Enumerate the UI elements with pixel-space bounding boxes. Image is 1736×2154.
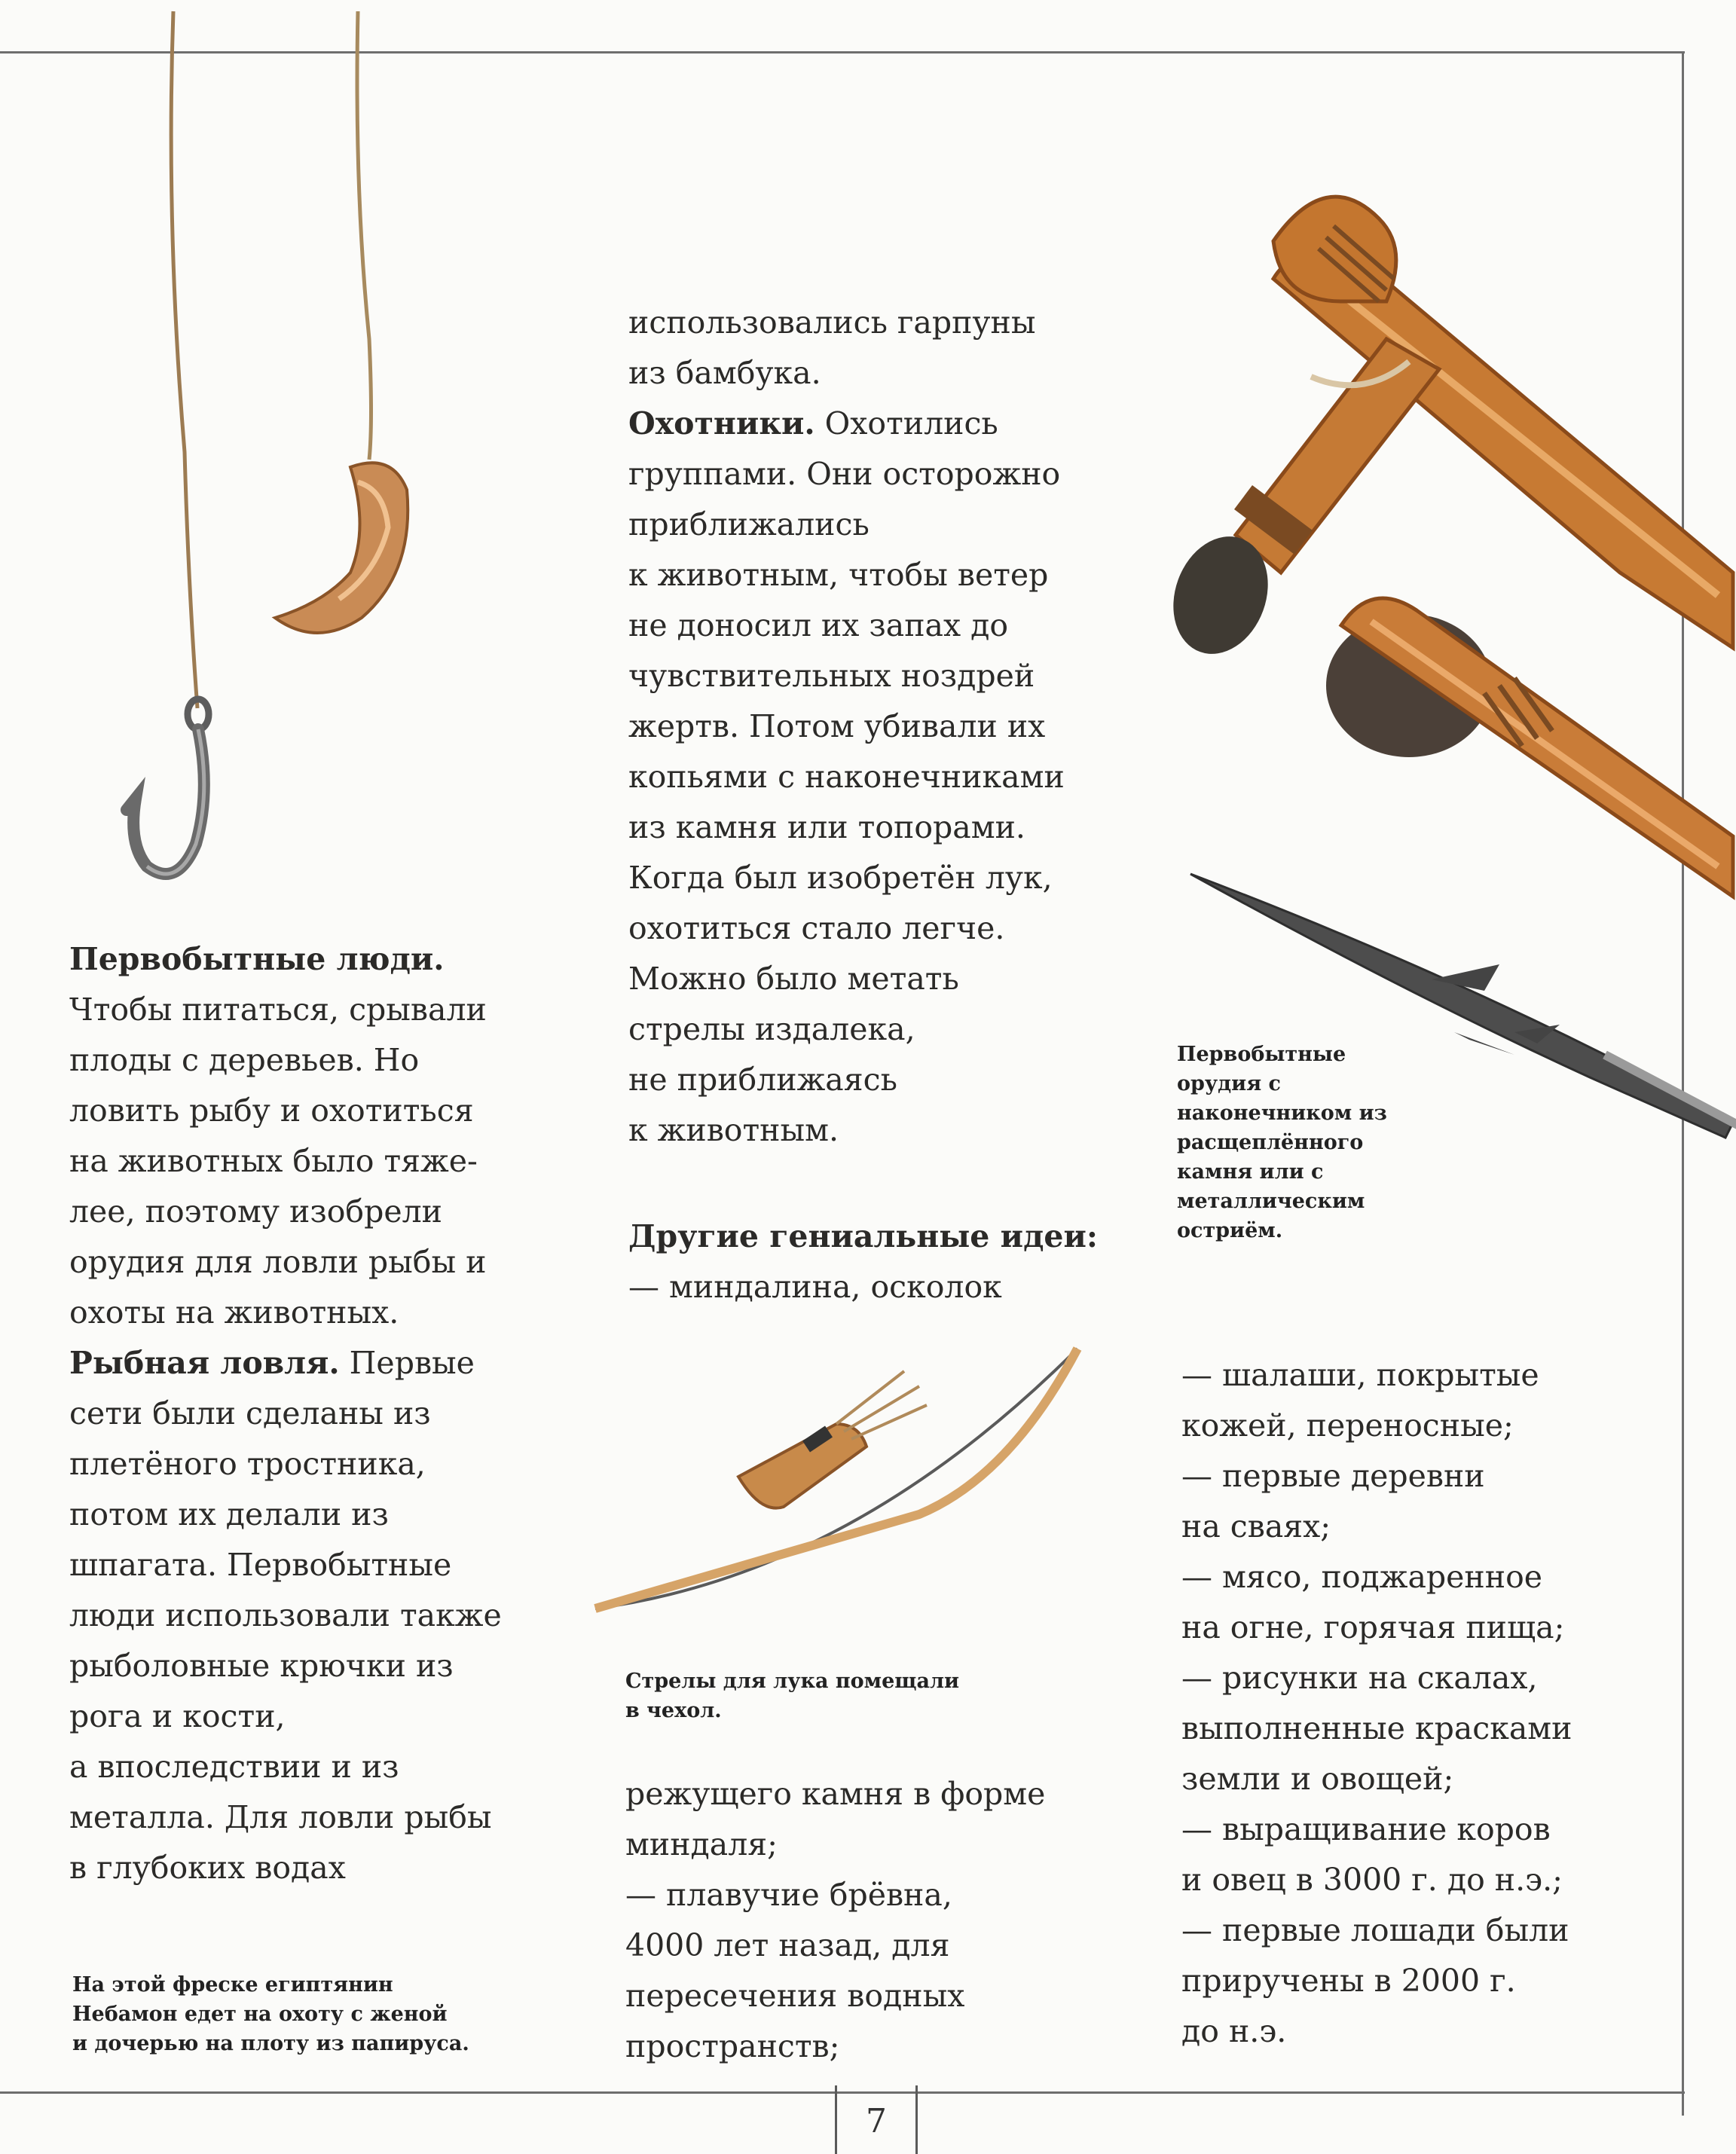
text-line: металла. Для ловли рыбы [69, 1799, 492, 1835]
text-line: из бамбука. [628, 355, 821, 391]
text-line: — рисунки на скалах, [1181, 1660, 1538, 1696]
section-heading-hunters: Охотники. [628, 405, 815, 441]
caption-line: наконечником из [1177, 1101, 1387, 1125]
text-line: земли и овощей; [1181, 1761, 1454, 1797]
caption-line: остриём. [1177, 1219, 1283, 1242]
text-line: приручены в 2000 г. [1181, 1963, 1516, 1999]
text-line: группами. Они осторожно [628, 456, 1061, 492]
text-line: — мясо, поджаренное [1181, 1559, 1543, 1595]
text-line: — первые деревни [1181, 1458, 1485, 1494]
text-line: из камня или топорами. [628, 809, 1025, 845]
text-line: плоды с деревьев. Но [69, 1042, 420, 1078]
middle-column-top [628, 298, 1065, 1156]
text-line: — миндалина, осколок [628, 1269, 1002, 1305]
text-line: на животных было тяже- [69, 1143, 478, 1179]
text-line: потом их делали из [69, 1496, 389, 1532]
text-line: миндаля; [625, 1826, 778, 1862]
text-line: — первые лошади были [1181, 1912, 1569, 1948]
text-line: лее, поэтому изобрели [69, 1193, 442, 1230]
caption-line: орудия с [1177, 1072, 1281, 1095]
left-column [69, 934, 502, 1893]
text-line: рога и кости, [69, 1698, 286, 1734]
section-heading-other-ideas: Другие гениальные идеи: [628, 1218, 1099, 1254]
text-line: выполненные красками [1181, 1710, 1572, 1746]
text-line: шпагата. Первобытные [69, 1547, 452, 1583]
page-number-box [835, 2085, 918, 2154]
metal-hook-illustration [113, 0, 234, 904]
text-line: на сваях; [1181, 1508, 1331, 1544]
text-line: — плавучие брёвна, [625, 1877, 952, 1913]
text-line: охотиться стало легче. [628, 910, 1005, 946]
text-line: использовались гарпуны [628, 304, 1036, 341]
text-line: Можно было метать [628, 961, 959, 997]
text-line: люди использовали также [69, 1597, 502, 1633]
text-line: в глубоких водах [69, 1850, 346, 1886]
middle-column-bottom [625, 1769, 1045, 2072]
section-heading-primitive-people: Первобытные люди. [69, 941, 445, 977]
text-line: стрелы издалека, [628, 1011, 915, 1047]
text-line: орудия для ловли рыбы и [69, 1244, 487, 1280]
text-line: а впоследствии и из [69, 1749, 399, 1785]
text-line: сети были сделаны из [69, 1395, 431, 1431]
text-line: пересечения водных [625, 1978, 965, 2014]
caption-line: На этой фреске египтянин [72, 1973, 393, 1997]
text-line: до н.э. [1181, 2013, 1287, 2049]
caption-line: Небамон едет на охоту с женой [72, 2003, 448, 2026]
text-line: Чтобы питаться, срывали [69, 991, 487, 1028]
text-line: и овец в 3000 г. до н.э.; [1181, 1862, 1563, 1898]
text-line: Первые [339, 1345, 475, 1381]
text-line: к животным. [628, 1112, 839, 1148]
caption-fresco [72, 1970, 469, 2058]
caption-line: металлическим [1177, 1190, 1365, 1213]
text-line: — выращивание коров [1181, 1811, 1551, 1847]
caption-line: камня или с [1177, 1160, 1324, 1184]
text-line: кожей, переносные; [1181, 1407, 1514, 1444]
section-heading-fishing: Рыбная ловля. [69, 1345, 340, 1381]
caption-bow [625, 1667, 959, 1725]
text-line: не приближаясь [628, 1062, 897, 1098]
text-line: к животным, чтобы ветер [628, 557, 1049, 593]
page-number: 7 [866, 2102, 887, 2140]
text-line: чувствительных ноздрей [628, 658, 1035, 694]
text-line: не доносил их запах до [628, 607, 1009, 643]
text-line: копьями с наконечниками [628, 759, 1065, 795]
text-line: ловить рыбу и охотиться [69, 1092, 474, 1129]
text-line: — шалаши, покрытые [1181, 1357, 1539, 1393]
text-line: жертв. Потом убивали их [628, 708, 1046, 744]
caption-line: Стрелы для лука помещали [625, 1670, 960, 1693]
text-line: пространств; [625, 2028, 840, 2064]
text-line: режущего камня в форме [625, 1776, 1046, 1812]
text-line: приближались [628, 506, 870, 542]
text-line: плетёного тростника, [69, 1446, 426, 1482]
caption-tools [1177, 1040, 1387, 1245]
horn-hook-illustration [264, 0, 429, 655]
bow-quiver-illustration [588, 1341, 1115, 1627]
text-line: Когда был изобретён лук, [628, 860, 1053, 896]
text-line: 4000 лет назад, для [625, 1927, 950, 1963]
text-line: на огне, горячая пища; [1181, 1609, 1565, 1645]
middle-column-ideas [628, 1211, 1098, 1312]
top-rule [0, 51, 1685, 53]
caption-line: расщеплённого [1177, 1131, 1364, 1154]
caption-line: Первобытные [1177, 1043, 1346, 1066]
text-line: охоты на животных. [69, 1294, 399, 1331]
caption-line: в чехол. [625, 1699, 722, 1722]
right-column [1181, 1350, 1572, 2057]
text-line: Охотились [815, 405, 998, 441]
caption-line: и дочерью на плоту из папируса. [72, 2032, 469, 2055]
text-line: рыболовные крючки из [69, 1648, 454, 1684]
